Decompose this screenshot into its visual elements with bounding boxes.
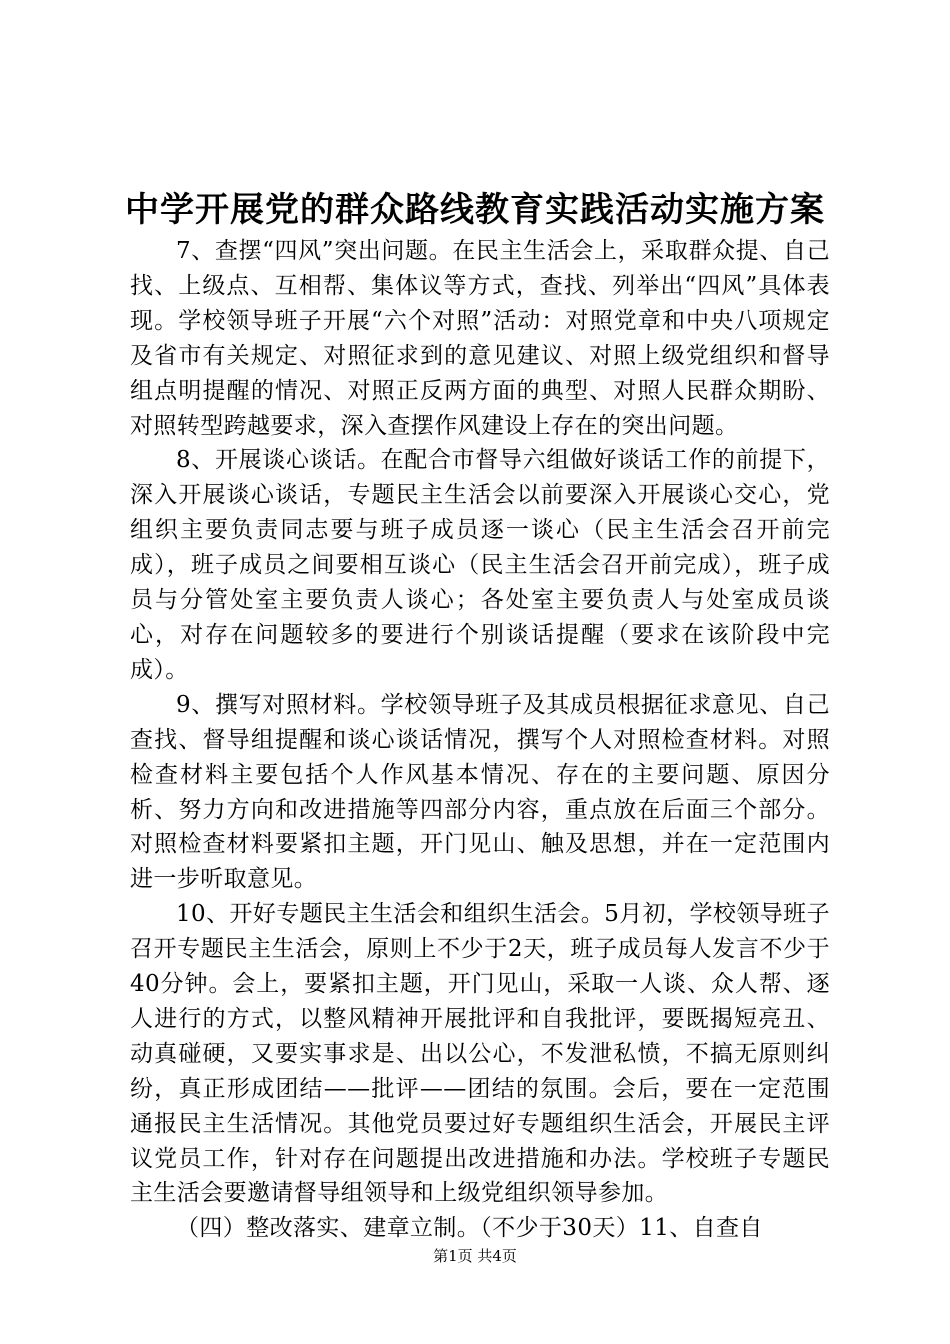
paragraph-section-4-rectification: （四）整改落实、建章立制。（不少于30天）11、自查自 bbox=[176, 1215, 763, 1242]
paragraph-9-write-comparison-materials: 9、撰写对照材料。学校领导班子及其成员根据征求意见、自己查找、督导组提醒和谈心谈话情况，撰写个人对照检查材料。对照检查材料主要包括个人作风基本情况、存在的主要问题、原因分析、努力方向和改进措施等四部分内容，重点放在后面三个部分。对照检查材料要紧扣主题，开门见山、触及思想，并在一定范围内进一步听取意见。 bbox=[130, 691, 830, 893]
page-number-footer: 第1页 共4页 bbox=[433, 1247, 517, 1265]
paragraph-7-check-four-styles: 7、查摆“四风”突出问题。在民主生活会上，采取群众提、自己找、上级点、互相帮、集体议等方式，查找、列举出“四风”具体表现。学校领导班子开展“六个对照”活动：对照党章和中央八项规定及省市有关规定、对照征求到的意见建议、对照上级党组织和督导组点明提醒的情况、对照正反两方面的典型、对照人民群众期盼、对照转型跨越要求，深入查摆作风建设上存在的突出问题。 bbox=[130, 238, 830, 439]
paragraph-10-democratic-life-meeting: 10、开好专题民主生活会和组织生活会。5月初，学校领导班子召开专题民主生活会，原则上不少于2天，班子成员每人发言不少于40分钟。会上，要紧扣主题，开门见山，采取一人谈、众人帮、逐人进行的方式，以整风精神开展批评和自我批评，要既揭短亮丑、动真碰硬，又要实事求是、出以公心，不发泄私愤，不搞无原则纠纷，真正形成团结——批评——团结的氛围。会后，要在一定范围通报民主生活情况。其他党员要过好专题组织生活会，开展民主评议党员工作，针对存在问题提出改进措施和办法。学校班子专题民主生活会要邀请督导组领导和上级党组织领导参加。 bbox=[130, 901, 830, 1207]
paragraph-8-heart-to-heart-talks: 8、开展谈心谈话。在配合市督导六组做好谈话工作的前提下，深入开展谈心谈话，专题民主生活会以前要深入开展谈心交心，党组织主要负责同志要与班子成员逐一谈心（民主生活会召开前完成），班子成员之间要相互谈心（民主生活会召开前完成），班子成员与分管处室主要负责人谈心；各处室主要负责人与处室成员谈心，对存在问题较多的要进行个别谈话提醒（要求在该阶段中完成）。 bbox=[130, 447, 830, 683]
document-body bbox=[130, 234, 830, 1246]
document-title: 中学开展党的群众路线教育实践活动实施方案 bbox=[125, 190, 825, 230]
